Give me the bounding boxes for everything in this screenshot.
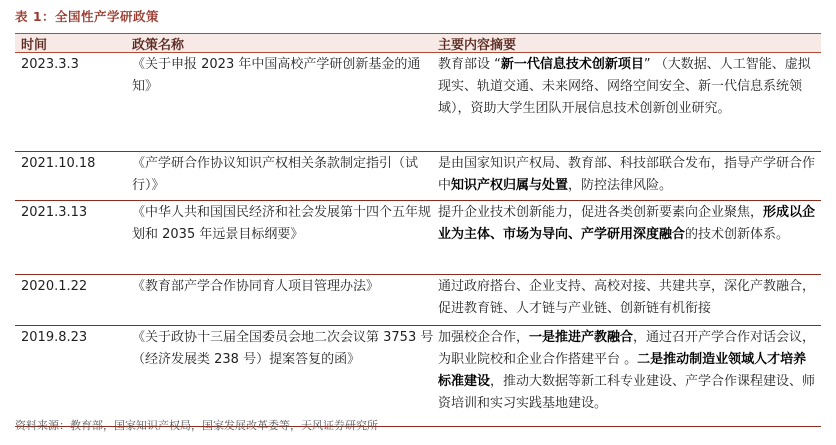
content-text: 加强校企合作， [438, 330, 530, 345]
row-time: 2019.8.23 [21, 330, 88, 345]
content-text: 提升企业技术创新能力，促进各类创新要素向企业聚焦， [438, 205, 764, 220]
content-text: 教育部设 “ [438, 57, 501, 72]
row-policy: 《关于政协十三届全国委员会地二次会议第 3753 号（经济发展类 238 号）提案答复的函》 [132, 330, 434, 367]
table-caption: 表 1：全国性产学研政策 [15, 9, 160, 24]
policy-table [15, 33, 821, 427]
row-policy: 《关于申报 2023 年中国高校产学研创新基金的通知》 [132, 57, 421, 94]
table-row [15, 53, 821, 152]
row-content [438, 53, 821, 151]
source-note: 资料来源：教育部，国家知识产权局，国家发展改革委等，天风证券研究所 [15, 419, 378, 432]
row-time: 2021.3.13 [21, 205, 88, 220]
header-policy: 政策名称 [132, 37, 185, 53]
content-text: 通过政府搭台、企业支持、高校对接、共建共享，深化产教融合，促进教育链、人才链与产业链、创新链有机衔接 [438, 279, 816, 316]
content-text: 的技术创新体系。 [685, 227, 790, 242]
table-row [15, 326, 821, 427]
row-content [438, 326, 821, 426]
row-time: 2023.3.3 [21, 57, 79, 72]
content-emphasis: 二是推动制造业领域人才培养标准建设 [438, 352, 807, 389]
header-time: 时间 [21, 37, 48, 53]
content-emphasis: 一是推进产教融合 [529, 330, 634, 345]
table-row [15, 201, 821, 275]
row-content [438, 275, 821, 325]
row-content [438, 152, 821, 200]
row-time: 2020.1.22 [21, 279, 88, 294]
table-header [15, 34, 821, 53]
table-row [15, 275, 821, 326]
table-row [15, 152, 821, 201]
content-text: ，防控法律风险。 [568, 178, 673, 193]
row-time: 2021.10.18 [21, 156, 96, 171]
row-policy: 《中华人共和国国民经济和社会发展第十四个五年规划和 2035 年远景目标纲要》 [132, 205, 432, 242]
header-content: 主要内容摘要 [438, 37, 517, 53]
row-policy: 《产学研合作协议知识产权相关条款制定指引（试行）》 [132, 156, 419, 193]
content-text: 是由国家知识产权局、教育部、科技部联合发布，指导产学研合作中 [438, 156, 816, 193]
content-text: ，通过召开产学合作对话会议，为职业院校和企业合作搭建平台 。 [438, 330, 816, 367]
content-text: ” （大数据、人工智能、虚拟现实、轨道交通、未来网络、网络空间安全、新一代信息系统领域），资助大学生团队开展信息技术创新创业研究。 [438, 57, 811, 116]
content-text: ，推动大数据等新工科专业建设、产学合作课程建设、师资培训和实习实践基地建设。 [438, 374, 816, 411]
content-emphasis: 形成以企业为主体、市场为导向、产学研用深度融合 [438, 205, 816, 242]
row-content [438, 201, 821, 274]
row-policy: 《教育部产学合作协同育人项目管理办法》 [132, 279, 380, 294]
content-emphasis: 知识产权归属与处置 [451, 178, 569, 193]
content-emphasis: 新一代信息技术创新项目 [500, 57, 644, 72]
